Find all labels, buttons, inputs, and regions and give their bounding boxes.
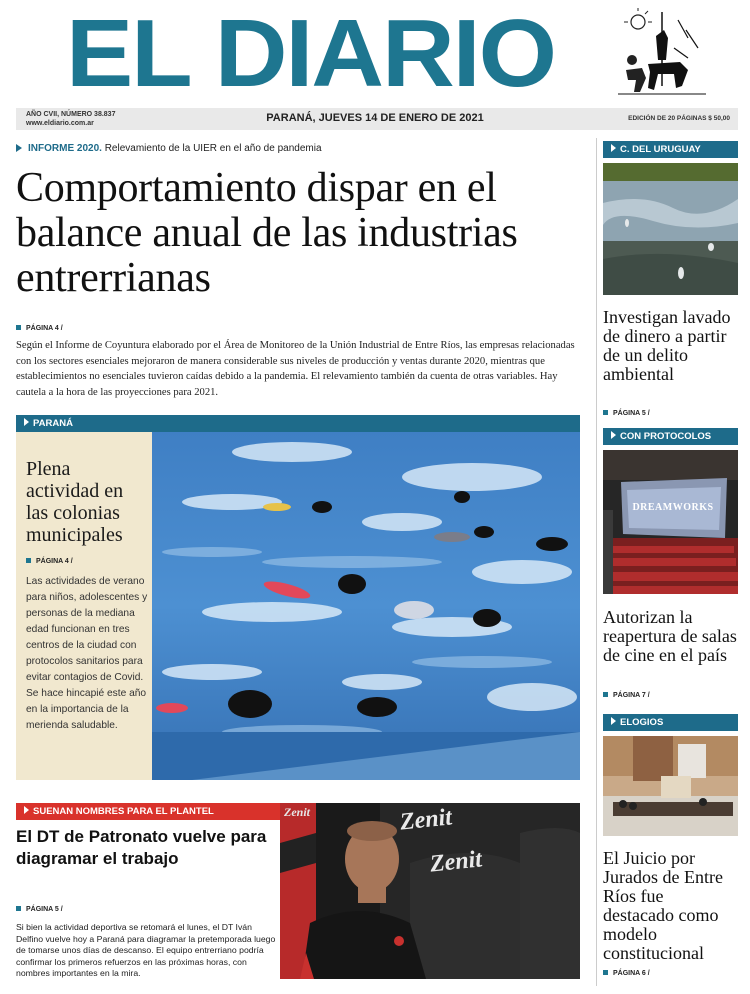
cinema-photo[interactable]: [603, 450, 738, 594]
don-quijote-illustration: [618, 8, 706, 102]
wetland-photo[interactable]: [603, 163, 738, 295]
kicker-label: INFORME 2020.: [28, 143, 102, 154]
section-label: C. DEL URUGUAY: [620, 144, 701, 155]
main-page-ref: [16, 325, 63, 332]
square-bullet-icon: [603, 692, 608, 697]
courtroom-photo[interactable]: [603, 736, 738, 836]
section-bar-sports: [16, 803, 280, 820]
section-label: PARANÁ: [33, 418, 73, 429]
dreamworks-screen-text: DREAMWORKS: [632, 502, 714, 513]
square-bullet-icon: [603, 970, 608, 975]
column-divider: [596, 138, 597, 986]
zenit-text-1: Zenit: [284, 805, 310, 819]
square-bullet-icon: [26, 558, 31, 563]
cinema-photo-graphic: [603, 450, 738, 594]
sidebar-headline-3[interactable]: El Juicio por Jurados de Entre Ríos fue destacado como modelo constitucional: [603, 848, 723, 963]
parana-page-ref: [26, 558, 73, 565]
edition-price: EDICIÓN DE 20 PÁGINAS $ 50,00: [628, 115, 730, 122]
triangle-bullet-icon: [611, 717, 616, 725]
section-bar-con-protocolos: [603, 428, 738, 445]
issue-date: PARANÁ, JUEVES 14 DE ENERO DE 2021: [266, 112, 484, 124]
parana-headline[interactable]: Plena actividad en las colonias municipales: [26, 458, 124, 546]
sidebar-headline-1[interactable]: Investigan lavado de dinero a partir de un delito ambiental: [603, 307, 731, 384]
swimming-pool-photo[interactable]: [152, 432, 580, 780]
triangle-bullet-icon: [24, 806, 29, 814]
square-bullet-icon: [603, 410, 608, 415]
section-label: SUENAN NOMBRES PARA EL PLANTEL: [33, 806, 214, 817]
main-headline[interactable]: Comportamiento dispar en el balance anual de las industrias entrerrianas: [16, 165, 518, 301]
sports-page-ref: [16, 906, 63, 913]
sidebar-page-ref-2: [603, 692, 650, 699]
triangle-bullet-icon: [24, 418, 29, 426]
page-ref-text: PÁGINA 4 /: [26, 325, 63, 332]
page-ref-text: PÁGINA 5 /: [613, 410, 650, 417]
section-bar-elogios: [603, 714, 738, 731]
zenit-text-3: Zenit: [428, 846, 484, 878]
sidebar-page-ref-3: [603, 970, 650, 977]
issue-number: AÑO CVII, NÚMERO 38.837: [26, 111, 116, 118]
masthead-logo[interactable]: EL DIARIO: [66, 0, 555, 107]
main-kicker: [16, 143, 322, 154]
parana-body: Las actividades de verano para niños, adolescentes y personas de la mediana edad funcionan en tres centros de la ciudad con protocolos sanitarios para evitar contagios de Covid. Se hace hincapié este año en la importancia de la merienda saludable.: [26, 576, 148, 731]
sports-headline[interactable]: El DT de Patronato vuelve para diagramar el trabajo: [16, 827, 267, 868]
page-ref-text: PÁGINA 6 /: [613, 970, 650, 977]
square-bullet-icon: [16, 906, 21, 911]
triangle-bullet-icon: [611, 431, 616, 439]
coach-photo[interactable]: [280, 803, 580, 979]
triangle-bullet-icon: [16, 144, 22, 152]
section-bar-c-del-uruguay: [603, 141, 738, 158]
page-ref-text: PÁGINA 4 /: [36, 558, 73, 565]
triangle-bullet-icon: [611, 144, 616, 152]
section-label: CON PROTOCOLOS: [620, 431, 712, 442]
page-ref-text: PÁGINA 5 /: [26, 906, 63, 913]
square-bullet-icon: [16, 325, 21, 330]
zenit-text-2: Zenit: [398, 804, 454, 836]
sports-body: Si bien la actividad deportiva se retomará el lunes, el DT Iván Delfino vuelve hoy a Paraná para diagramar la pretemporada luego de tomarse unos días de descanso. El equipo entrerriano podría confirmar los primeros refuerzos en las próximas horas, con nombres importantes en la mira.: [16, 922, 276, 978]
page-ref-text: PÁGINA 7 /: [613, 692, 650, 699]
kicker-text: Relevamiento de la UIER en el año de pandemia: [104, 143, 322, 154]
section-bar-parana: [16, 415, 580, 432]
main-body: Según el Informe de Coyuntura elaborado por el Área de Monitoreo de la Unión Industrial de Entre Ríos, las empresas relacionadas con los sectores esenciales mejoraron de manera considerable sus niveles de producción y ventas durante 2020, mientras que establecimientos no esenciales tuvieron caídas debido a la pandemia. El relevamiento también da cuenta de otras variables. Hay cautela a la hora de las proyecciones para 2021.: [16, 340, 575, 398]
section-label: ELOGIOS: [620, 717, 664, 728]
sidebar-page-ref-1: [603, 410, 650, 417]
sidebar-headline-2[interactable]: Autorizan la reapertura de salas de cine en el país: [603, 607, 737, 665]
website-link[interactable]: www.eldiario.com.ar: [26, 120, 94, 127]
